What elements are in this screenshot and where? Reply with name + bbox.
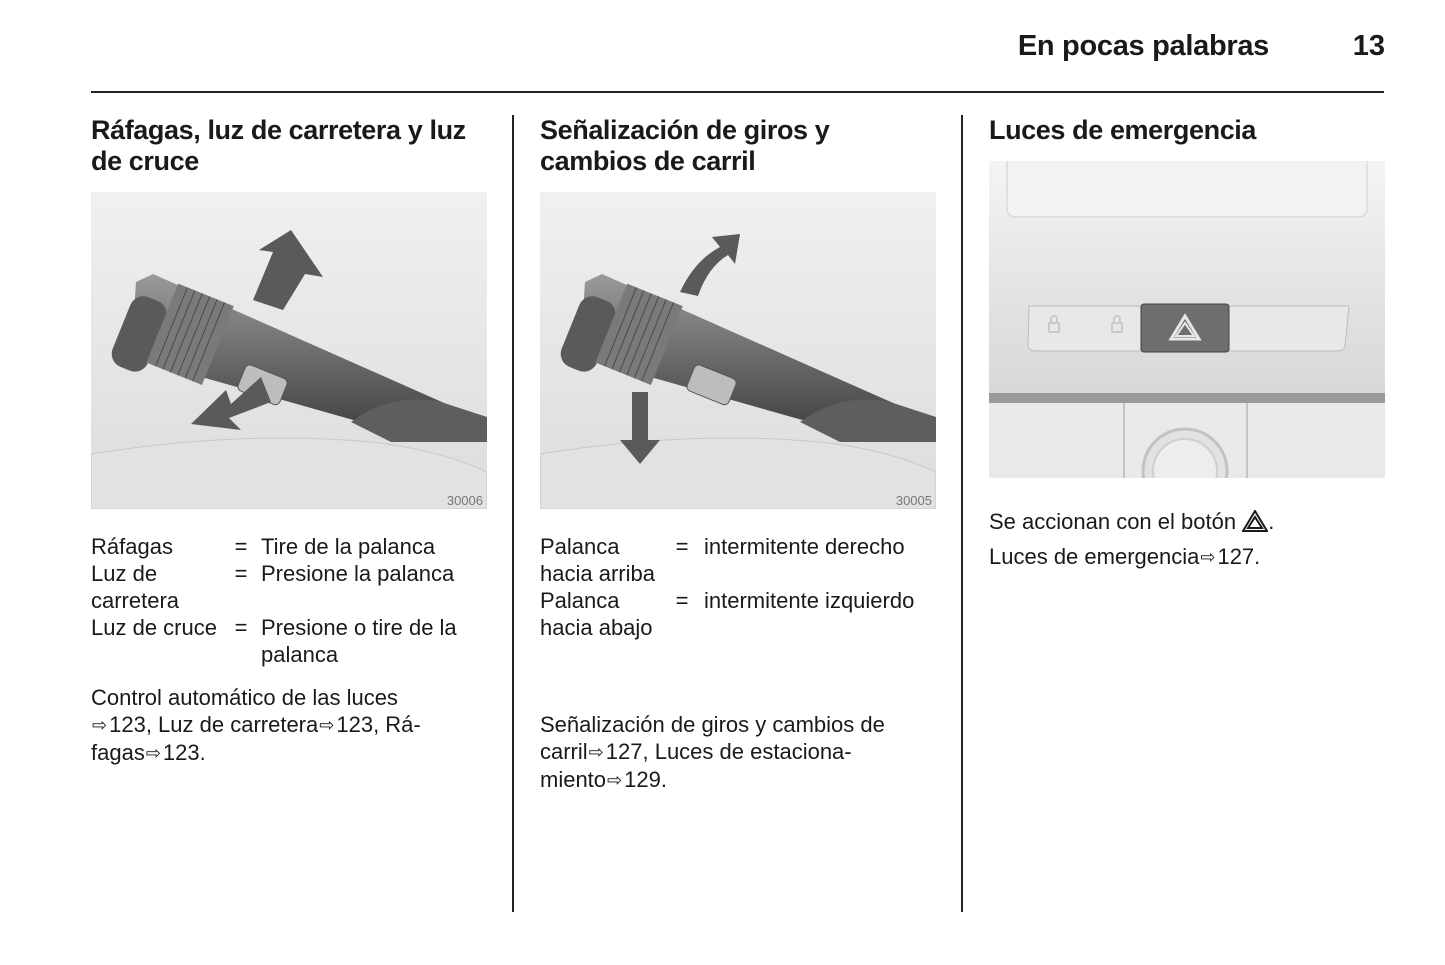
column-divider-1 bbox=[512, 115, 514, 912]
definition-row bbox=[91, 614, 486, 668]
hazard-text: Se accionan con el botón . Luces de emergencia⇨127. bbox=[989, 504, 1384, 575]
definition-description: Presione o tire de la palanca bbox=[261, 615, 457, 667]
figure-code: 30006 bbox=[446, 493, 483, 508]
ref-arrow-icon: ⇨ bbox=[1200, 547, 1216, 567]
definition-row bbox=[540, 533, 940, 587]
section-heading: Señalización de giros y cambios de carril bbox=[540, 115, 830, 176]
turn-signal-stalk-illustration bbox=[540, 192, 936, 509]
definition-description: Tire de la palanca bbox=[261, 534, 436, 559]
definition-equals: = bbox=[675, 534, 689, 559]
definition-term: Palanca hacia abajo bbox=[540, 588, 653, 640]
light-stalk-illustration bbox=[91, 192, 487, 509]
figure-code: 30005 bbox=[895, 493, 932, 508]
definition-row bbox=[91, 560, 486, 614]
definition-equals: = bbox=[234, 561, 248, 586]
hazard-triangle-icon bbox=[1242, 510, 1268, 532]
section-turn-signals bbox=[540, 115, 937, 177]
definition-term: Luz de carretera bbox=[91, 561, 180, 613]
ref-arrow-icon: ⇨ bbox=[319, 715, 335, 735]
section-flash-high-low-beam bbox=[91, 115, 488, 177]
figure-light-stalk bbox=[91, 192, 487, 509]
hazard-button-illustration bbox=[989, 161, 1385, 478]
ref-arrow-icon: ⇨ bbox=[145, 743, 161, 763]
section-heading: Luces de emergencia bbox=[989, 115, 1257, 145]
definition-description: intermitente izquierdo bbox=[704, 588, 915, 613]
ref-arrow-icon: ⇨ bbox=[588, 742, 604, 762]
header-rule bbox=[91, 91, 1384, 93]
column-divider-2 bbox=[961, 115, 963, 912]
section-heading: Ráfagas, luz de carretera y luz de cruce bbox=[91, 115, 466, 176]
definition-equals: = bbox=[234, 615, 248, 640]
definition-equals: = bbox=[675, 588, 689, 613]
cross-reference-paragraph: Control automático de las luces ⇨123, Luz de carretera⇨123, Rá- fagas⇨123. bbox=[91, 685, 421, 765]
definition-row bbox=[91, 533, 486, 560]
definition-term: Luz de cruce bbox=[91, 615, 217, 640]
cross-reference-paragraph: Señalización de giros y cambios de carril⇨127, Luces de estaciona- miento⇨129. bbox=[540, 712, 885, 792]
definition-list bbox=[91, 533, 486, 668]
definition-description: Presione la palanca bbox=[261, 561, 455, 586]
ref-arrow-icon: ⇨ bbox=[92, 715, 108, 735]
definition-list bbox=[540, 533, 940, 641]
definition-row bbox=[540, 587, 940, 641]
page-number: 13 bbox=[1352, 30, 1385, 62]
running-header-title: En pocas palabras bbox=[1017, 30, 1269, 62]
figure-hazard-button bbox=[989, 161, 1385, 478]
ref-arrow-icon: ⇨ bbox=[607, 770, 623, 790]
definition-term: Palanca hacia arriba bbox=[540, 534, 655, 586]
section-hazard-lights bbox=[989, 115, 1386, 146]
figure-turn-signal-stalk bbox=[540, 192, 936, 509]
definition-description: intermitente derecho bbox=[704, 534, 905, 559]
definition-term: Ráfagas bbox=[91, 534, 173, 559]
definition-equals: = bbox=[234, 534, 248, 559]
